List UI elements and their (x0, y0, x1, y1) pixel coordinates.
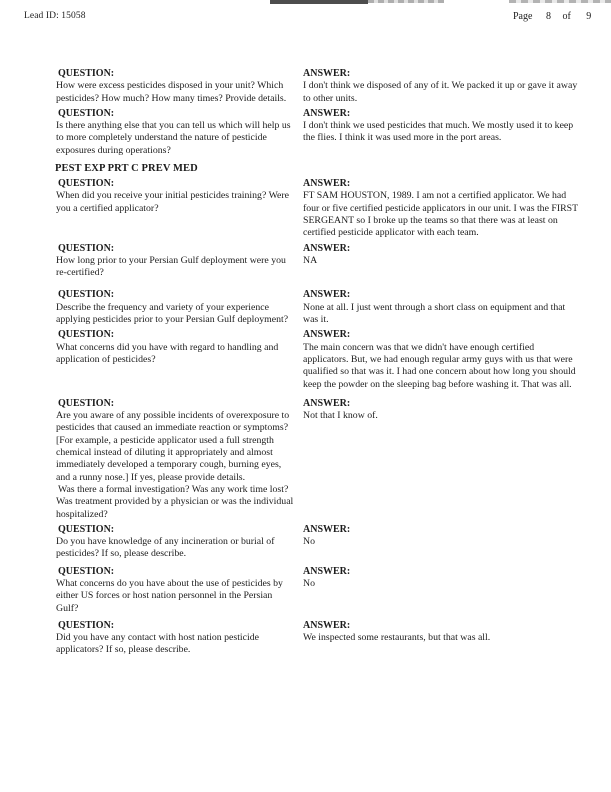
answer-column (303, 329, 580, 390)
qa-list (56, 68, 580, 657)
answer-column (303, 68, 580, 105)
question-label: QUESTION: (58, 619, 115, 631)
question-column (56, 289, 303, 326)
answer-text: I don't think we used pesticides that much. We mostly used it to keep the flies. I think it was used more in the port areas. (303, 120, 574, 144)
answer-column (303, 108, 580, 157)
answer-column (303, 524, 580, 561)
answer-label: ANSWER: (303, 107, 351, 119)
answer-label: ANSWER: (303, 565, 351, 577)
question-text: When did you receive your initial pesticides training? Were you a certified applicator? (56, 190, 289, 214)
lead-id-label: Lead ID: 15058 (24, 11, 86, 21)
question-label: QUESTION: (58, 397, 115, 409)
question-label: QUESTION: (58, 523, 115, 535)
question-label: QUESTION: (58, 565, 115, 577)
page-of-word: of (562, 11, 571, 22)
qa-row (56, 178, 580, 239)
question-text: Is there anything else that you can tell us which will help us to more completely understand the nature of pesticide exposures during operations? (56, 120, 291, 156)
answer-column (303, 178, 580, 239)
answer-label: ANSWER: (303, 178, 351, 190)
question-text: What concerns do you have about the use of pesticides by either US forces or host nation personnel in the Persian Gulf? (56, 577, 283, 614)
answer-text: NA (303, 254, 318, 266)
qa-row (56, 289, 580, 326)
question-column (56, 68, 303, 105)
answer-column (303, 398, 580, 521)
question-label: QUESTION: (58, 178, 115, 190)
qa-row (56, 68, 580, 105)
question-label: QUESTION: (58, 329, 115, 341)
question-label: QUESTION: (58, 68, 115, 79)
answer-label: ANSWER: (303, 397, 351, 409)
redaction-bar-top-center (270, 0, 368, 4)
question-text: Describe the frequency and variety of your experience applying pesticides prior to your Persian Gulf deployment? (56, 301, 289, 326)
qa-row (56, 524, 580, 561)
question-label: QUESTION: (58, 242, 115, 254)
qa-row (56, 398, 580, 521)
answer-column (303, 289, 580, 326)
question-text: Do you have knowledge of any incineration or burial of pesticides? If so, please describe. (56, 536, 275, 560)
answer-column (303, 620, 580, 657)
page-total: 9 (586, 11, 592, 22)
answer-label: ANSWER: (303, 68, 351, 79)
question-text: What concerns did you have with regard to handling and application of pesticides? (56, 341, 279, 365)
answer-text: I don't think we disposed of any of it. We packed it up or gave it away to other units. (303, 80, 578, 104)
question-text: How were excess pesticides disposed in your unit? Which pesticides? How much? How many times? Provide details. (56, 80, 287, 104)
answer-text: FT SAM HOUSTON, 1989. I am not a certified applicator. We had four or five certified pesticide applicators in our unit. I was the FIRST SERGEANT so I broke up the teams so that there was at least on certified pesticide applicator with each team. (303, 190, 578, 239)
question-column (56, 329, 303, 390)
question-column (56, 566, 303, 615)
answer-label: ANSWER: (303, 523, 351, 535)
qa-row (56, 329, 580, 390)
question-column (56, 243, 303, 280)
question-column (56, 398, 303, 521)
question-column (56, 620, 303, 657)
answer-label: ANSWER: (303, 242, 351, 254)
redaction-bar-top-right (509, 0, 611, 3)
question-text: Did you have any contact with host nation pesticide applicators? If so, please describe. (56, 632, 259, 656)
qa-row (56, 108, 580, 157)
answer-text: Not that I know of. (303, 410, 378, 422)
answer-text: No (303, 577, 315, 589)
page-word: Page (513, 11, 533, 22)
qa-row (56, 566, 580, 615)
answer-label: ANSWER: (303, 619, 351, 631)
answer-label: ANSWER: (303, 289, 351, 301)
question-column (56, 178, 303, 239)
question-label: QUESTION: (58, 107, 115, 119)
page-current: 8 (545, 11, 551, 22)
answer-column (303, 566, 580, 615)
question-label: QUESTION: (58, 289, 115, 301)
question-text: How long prior to your Persian Gulf deployment were you re-certified? (56, 254, 286, 279)
answer-label: ANSWER: (303, 329, 351, 341)
answer-text: We inspected some restaurants, but that was all. (303, 632, 491, 644)
page-number-indicator (513, 11, 591, 22)
answer-column (303, 243, 580, 280)
redaction-bar-top-center-faded (368, 0, 444, 3)
qa-row (56, 620, 580, 657)
answer-text: None at all. I just went through a short class on equipment and that was it. (303, 301, 566, 326)
answer-text: The main concern was that we didn't have enough certified applicators. But, we had enough regular army guys with us that were qualified so that was it. I had one concern about how long you should keep the powder on the sleeping bag before washing it. That was all. (303, 341, 576, 390)
section-heading: PEST EXP PRT C PREV MED (55, 163, 198, 175)
question-text-continued: Was there a formal investigation? Was any work time lost? Was treatment provided by a physician or was the individual hospitalized? (56, 483, 294, 520)
question-column (56, 524, 303, 561)
question-text: Are you aware of any possible incidents of overexposure to pesticides that caused an immediate reaction or symptoms? [For example, a pesticide applicator used a full strength chemical instead of diluting it appropriately and almost immediately developed a temporary cough, burning eyes, and a runny nose.] If yes, please provide details. (56, 410, 290, 483)
answer-text: No (303, 536, 315, 548)
qa-row (56, 243, 580, 280)
question-column (56, 108, 303, 157)
